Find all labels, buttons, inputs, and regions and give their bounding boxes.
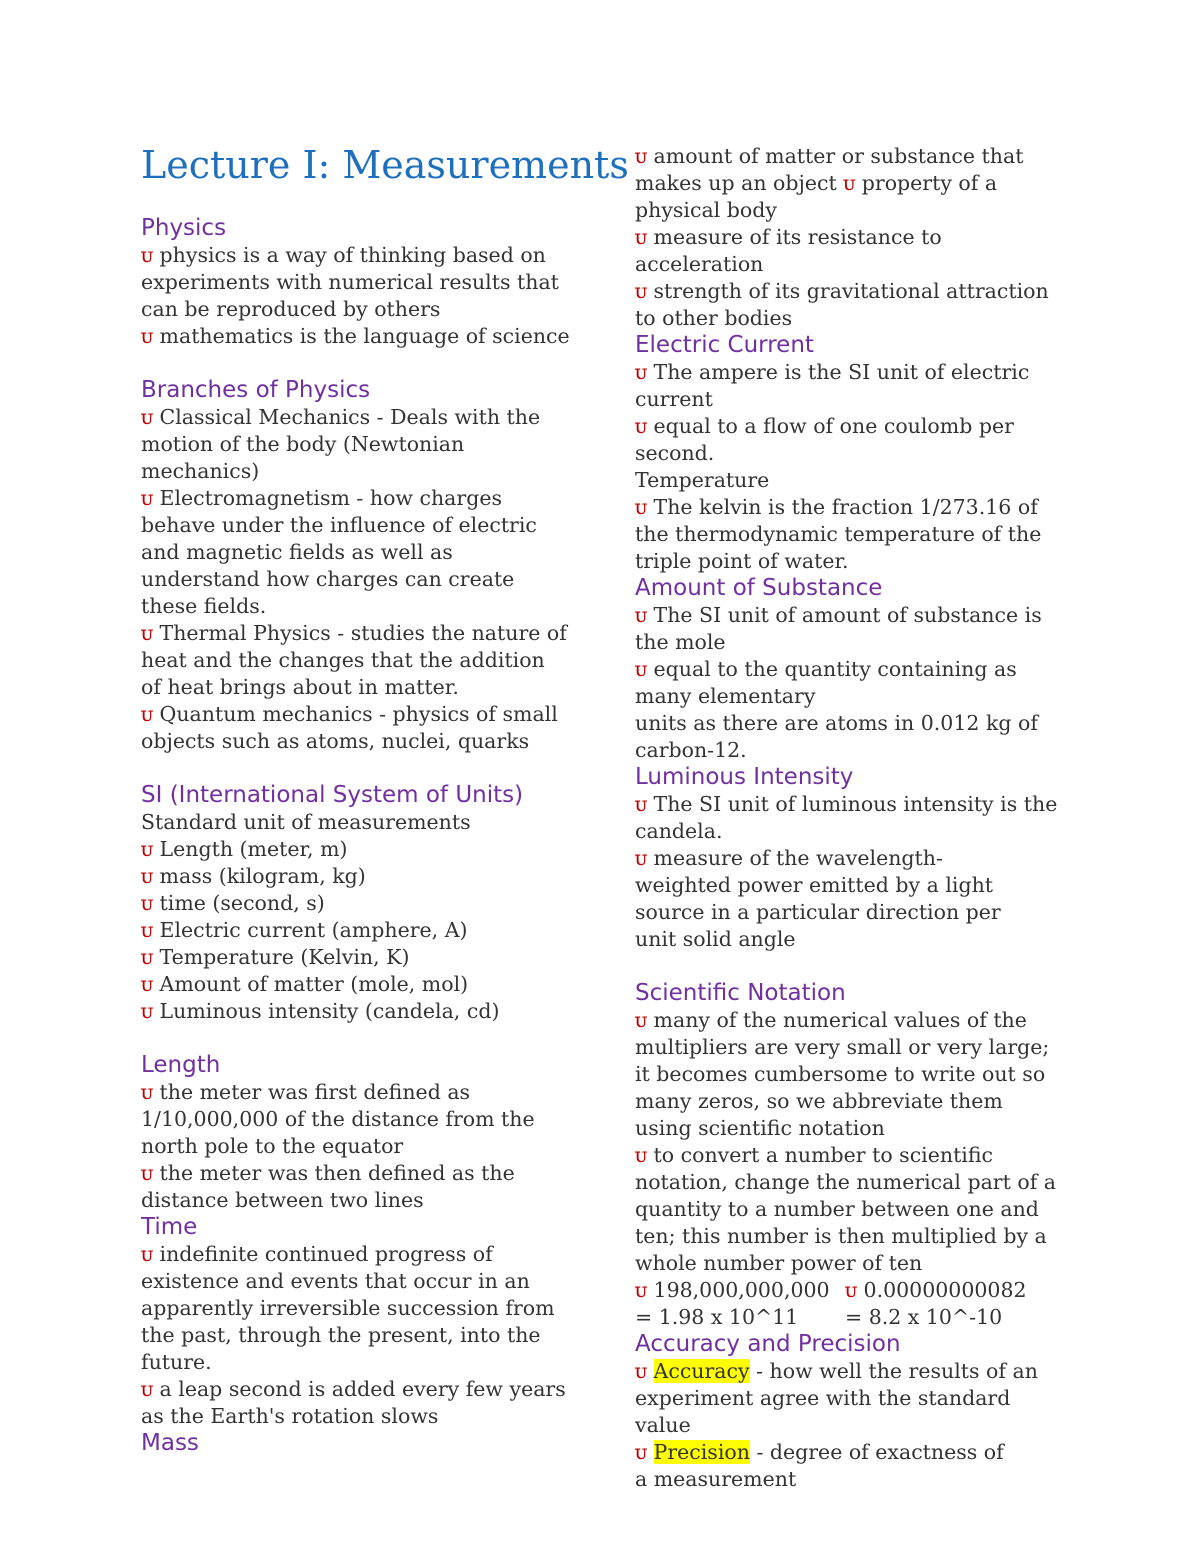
list-item: ᴜ a leap second is added every few years as the Earth's rotation slows (141, 1377, 566, 1428)
bullet-icon: ᴜ (635, 1143, 647, 1167)
bullet-icon: ᴜ (635, 792, 647, 816)
list-item: ᴜ Quantum mechanics - physics of small objects such as atoms, nuclei, quarks (141, 702, 558, 753)
bullet-icon: ᴜ (141, 918, 153, 942)
bullet-icon: ᴜ (635, 1440, 647, 1464)
heading-luminous-intensity: Luminous Intensity (635, 764, 854, 790)
notation-examples (635, 1277, 1065, 1331)
bullet-icon: ᴜ (141, 486, 153, 510)
list-item: ᴜ indefinite continued progress of existence and events that occur in an apparently irreversible succession from the past, through the present, into the future. (141, 1242, 555, 1374)
list-item: ᴜ the meter was first defined as 1/10,000,000 of the distance from the north pole to the equator (141, 1080, 535, 1158)
bullet-icon: ᴜ (141, 621, 153, 645)
bullet-icon: ᴜ (141, 1080, 153, 1104)
list-item: ᴜ many of the numerical values of the multipliers are very small or very large; it becomes cumbersome to write out so many zeros, so we abbreviate them using scientific notation (635, 1008, 1050, 1140)
heading-time: Time (141, 1214, 198, 1240)
list-item: ᴜ time (second, s) (141, 891, 325, 915)
heading-amount-of-substance: Amount of Substance (635, 575, 883, 601)
bullet-icon: ᴜ (635, 495, 647, 519)
list-item: ᴜ The kelvin is the fraction 1/273.16 of the thermodynamic temperature of the triple point of water. (635, 495, 1042, 573)
heading-length: Length (141, 1052, 221, 1078)
list-item: ᴜ Amount of matter (mole, mol) (141, 972, 469, 996)
bullet-icon: ᴜ (141, 405, 153, 429)
bullet-icon: ᴜ (635, 225, 647, 249)
list-item: ᴜ measure of the wavelength-weighted power emitted by a light source in a particular direction per unit solid angle (635, 846, 1001, 951)
right-column (635, 143, 1065, 1493)
bullet-icon: ᴜ (635, 414, 647, 438)
bullet-icon: ᴜ (141, 891, 153, 915)
list-item: ᴜ Thermal Physics - studies the nature of heat and the changes that the addition of heat brings about in matter. (141, 621, 567, 699)
bullet-icon: ᴜ (635, 1008, 647, 1032)
list-item: ᴜ The SI unit of luminous intensity is the candela. (635, 792, 1058, 843)
bullet-icon: ᴜ (845, 1278, 857, 1302)
bullet-icon: ᴜ (141, 864, 153, 888)
heading-accuracy-precision: Accuracy and Precision (635, 1331, 901, 1357)
heading-physics: Physics (141, 215, 227, 241)
bullet-icon: ᴜ (635, 657, 647, 681)
list-item: ᴜ The SI unit of amount of substance is the mole (635, 603, 1042, 654)
highlighted-term-accuracy: Accuracy (653, 1359, 750, 1383)
bullet-icon: ᴜ (635, 1359, 647, 1383)
highlighted-term-precision: Precision (653, 1440, 750, 1464)
list-item: ᴜ mass (kilogram, kg) (141, 864, 366, 888)
si-intro: Standard unit of measurements (141, 810, 471, 834)
list-item: ᴜ Electric current (amphere, A) (141, 918, 468, 942)
list-item: ᴜ Temperature (Kelvin, K) (141, 945, 410, 969)
list-item: ᴜ Precision - degree of exactness of a measurement (635, 1440, 1004, 1491)
list-item: ᴜ equal to the quantity containing as many elementary (635, 657, 1017, 708)
list-item: ᴜ strength of its gravitational attraction to other bodies (635, 279, 1049, 330)
bullet-icon: ᴜ (141, 999, 153, 1023)
list-item: ᴜ Classical Mechanics - Deals with the motion of the body (Newtonian mechanics) (141, 405, 541, 483)
bullet-icon: ᴜ (141, 837, 153, 861)
bullet-icon: ᴜ (635, 1278, 647, 1302)
list-item: ᴜ mathematics is the language of science (141, 324, 570, 348)
list-item: ᴜ amount of matter or substance that makes up an object ᴜ property of a physical body (635, 144, 1024, 222)
bullet-icon: ᴜ (635, 144, 647, 168)
bullet-icon: ᴜ (141, 972, 153, 996)
list-item: ᴜ the meter was then defined as the distance between two lines (141, 1161, 515, 1212)
temperature-label: Temperature (635, 468, 770, 492)
list-item-continuation: units as there are atoms in 0.012 kg of carbon-12. (635, 711, 1038, 762)
bullet-icon: ᴜ (141, 945, 153, 969)
list-item: ᴜ Length (meter, m) (141, 837, 348, 861)
left-column (141, 215, 571, 1457)
heading-mass: Mass (141, 1430, 199, 1456)
page-title: Lecture I: Measurements (141, 143, 629, 187)
list-item: ᴜ to convert a number to scientific notation, change the numerical part of a quantity to a number between one and ten; this number is then multiplied by a whole number power of ten (635, 1143, 1057, 1275)
heading-branches: Branches of Physics (141, 377, 371, 403)
list-item: ᴜ physics is a way of thinking based on experiments with numerical results that can be reproduced by others (141, 243, 559, 321)
bullet-icon: ᴜ (141, 1377, 153, 1401)
list-item: ᴜ equal to a flow of one coulomb per second. (635, 414, 1014, 465)
bullet-icon: ᴜ (635, 603, 647, 627)
bullet-icon: ᴜ (141, 702, 153, 726)
list-item: ᴜ The ampere is the SI unit of electric current (635, 360, 1030, 411)
bullet-icon: ᴜ (141, 243, 153, 267)
notation-example-1: ᴜ 198,000,000,000 = 1.98 x 10^11 (635, 1278, 830, 1329)
bullet-icon: ᴜ (635, 279, 647, 303)
list-item: ᴜ measure of its resistance to acceleration (635, 225, 942, 276)
heading-scientific-notation: Scientific Notation (635, 980, 846, 1006)
bullet-icon: ᴜ (141, 324, 153, 348)
bullet-icon: ᴜ (141, 1161, 153, 1185)
list-item: ᴜ Luminous intensity (candela, cd) (141, 999, 500, 1023)
heading-electric-current: Electric Current (635, 332, 814, 358)
bullet-icon: ᴜ (635, 846, 647, 870)
bullet-icon: ᴜ (635, 360, 647, 384)
heading-si: SI (International System of Units) (141, 782, 524, 808)
bullet-icon: ᴜ (843, 171, 856, 195)
list-item: ᴜ Electromagnetism - how charges behave under the influence of electric and magnetic fields as well as understand how charges can create these fields. (141, 486, 537, 618)
list-item: ᴜ Accuracy - how well the results of an experiment agree with the standard value (635, 1359, 1038, 1437)
bullet-icon: ᴜ (141, 1242, 153, 1266)
notation-example-2: ᴜ 0.00000000082 = 8.2 x 10^-10 (845, 1278, 1027, 1329)
